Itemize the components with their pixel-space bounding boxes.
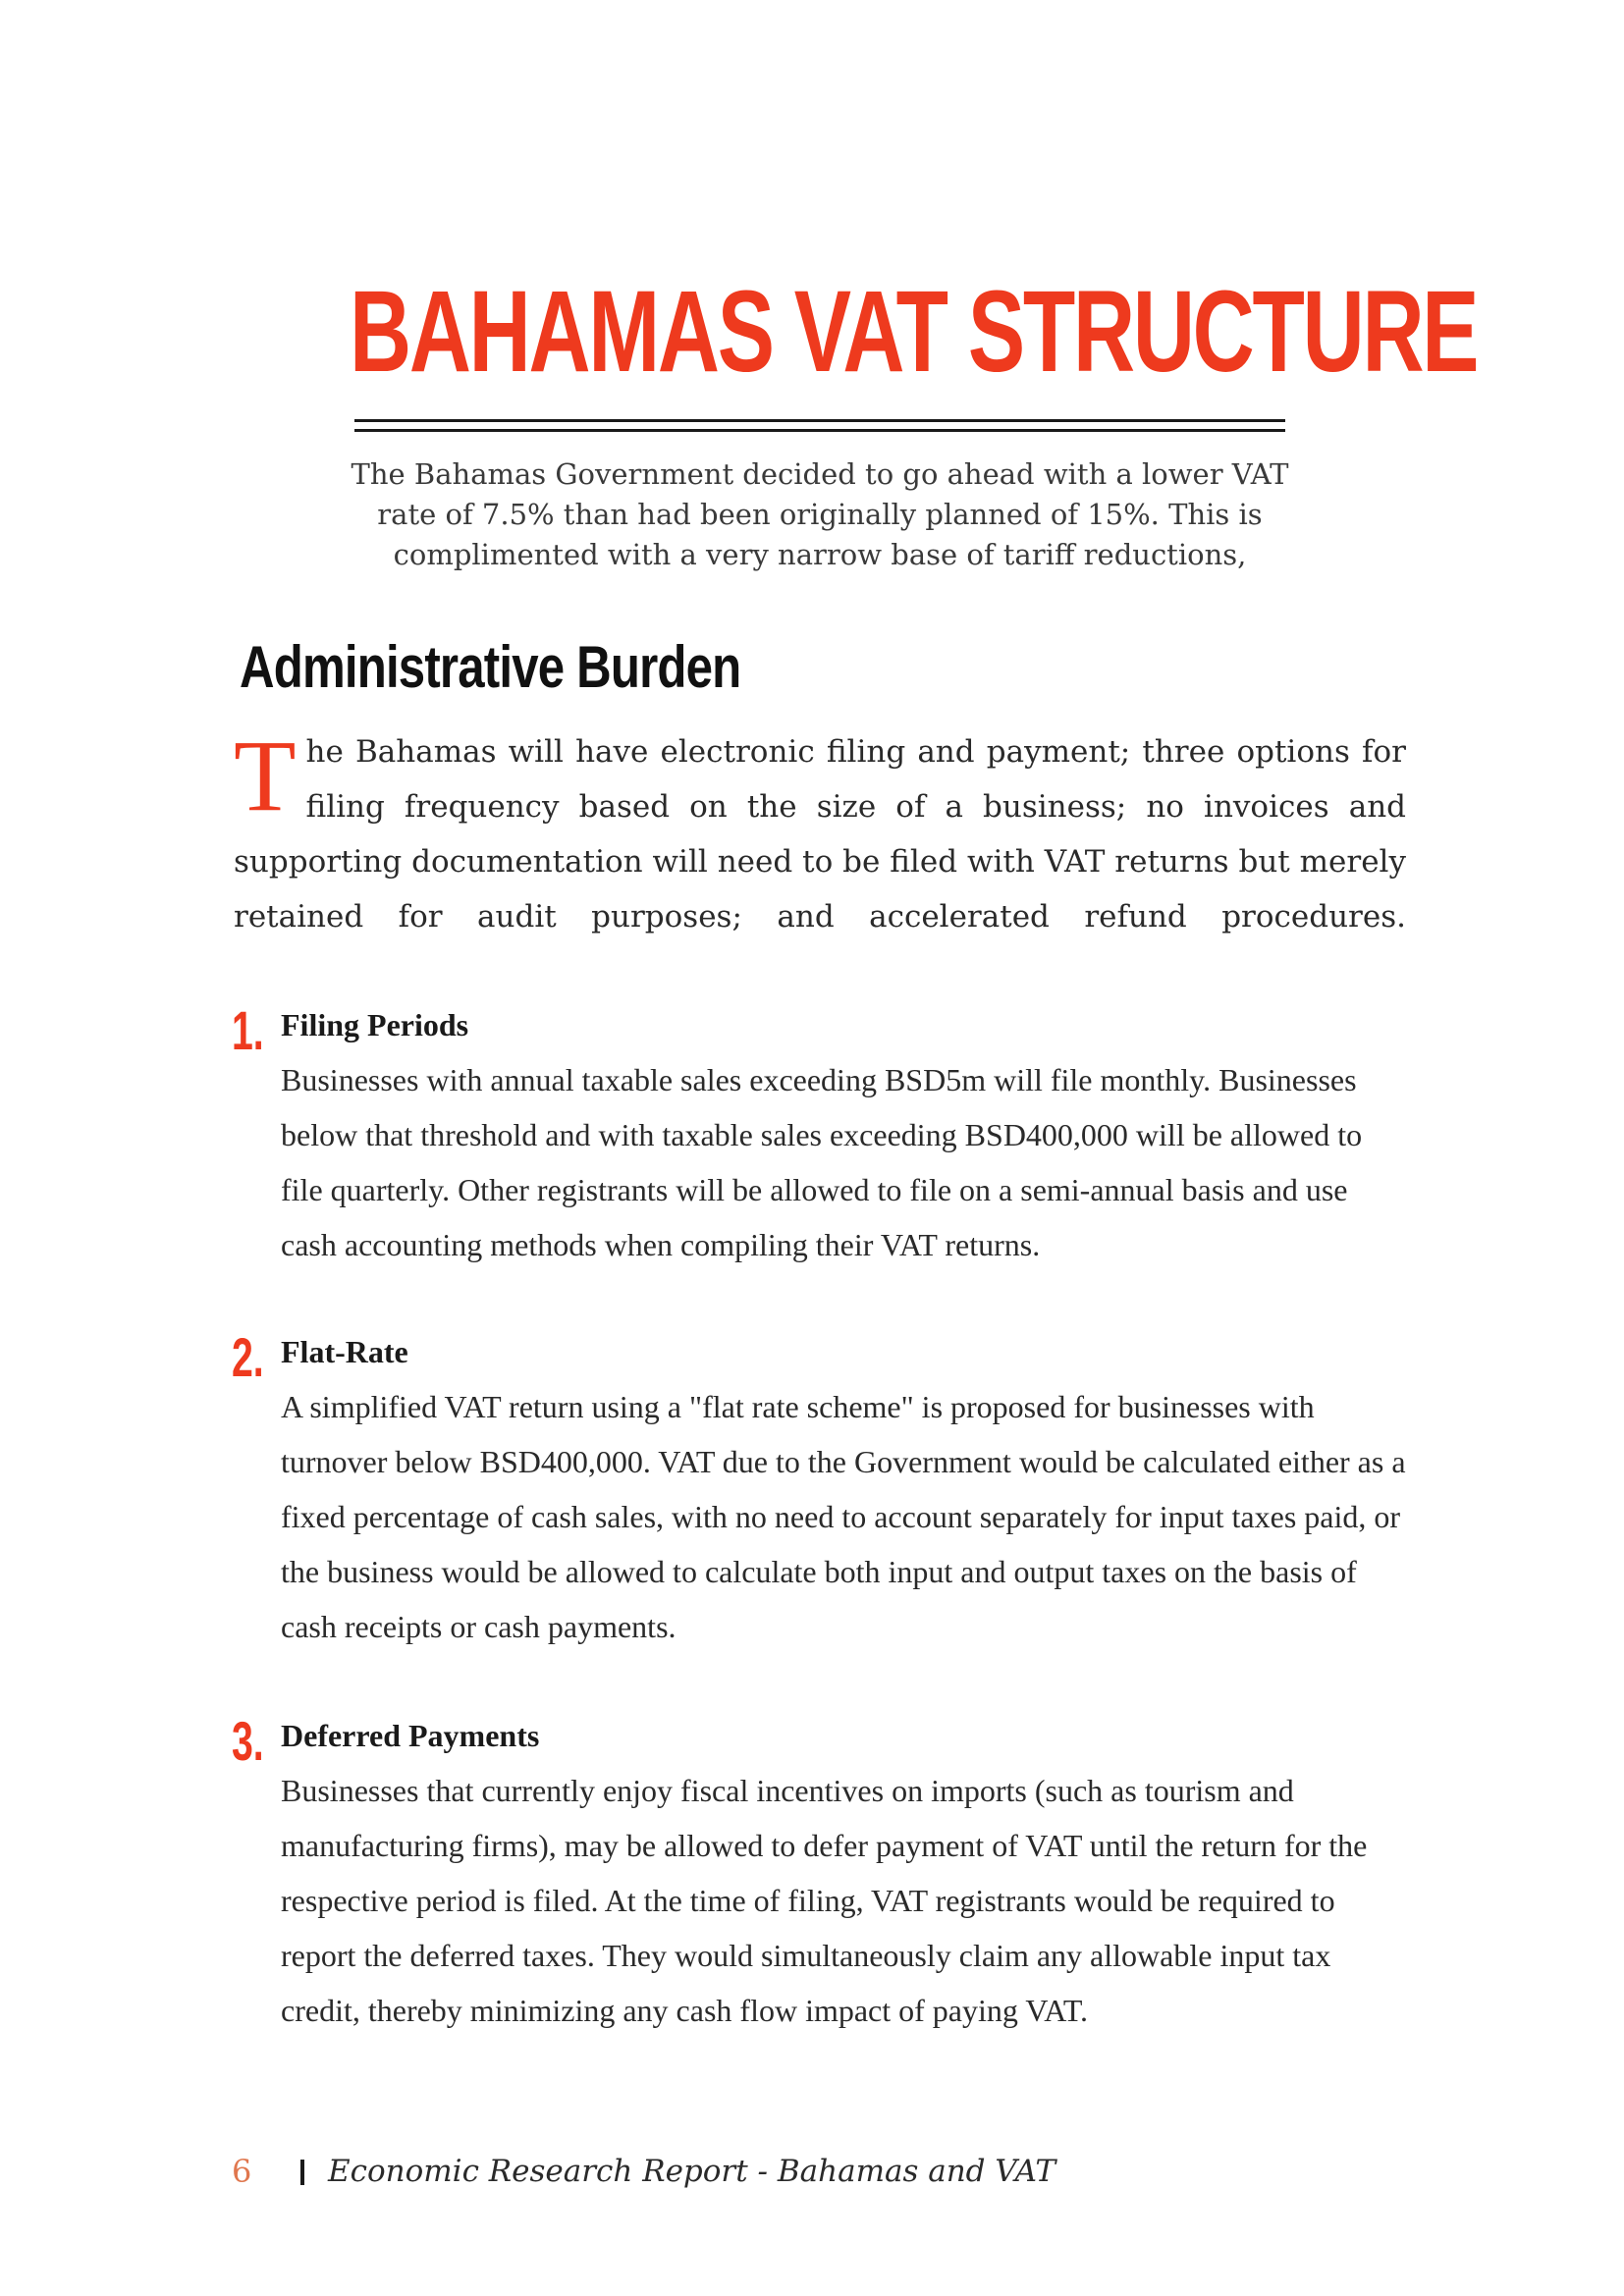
item-title: Deferred Payments <box>281 1718 540 1753</box>
item-title: Filing Periods <box>281 1007 469 1042</box>
page-title: BAHAMAS VAT STRUCTURE <box>350 267 1478 397</box>
running-title: Economic Research Report - Bahamas and VAT <box>328 2154 1056 2189</box>
item-number: 2. <box>232 1326 264 1388</box>
drop-cap: T <box>234 720 297 832</box>
item-body: A simplified VAT return using a "flat rate scheme" is proposed for businesses with turnover below BSD400,000. VAT due to the Government would be calculated either as a fixed percentage of cash sales, with no need to account separately for input taxes paid, or the business would be allowed to calculate both input and output taxes on the basis of cash receipts or cash payments. <box>281 1389 1406 1644</box>
lead-paragraph <box>234 720 1406 944</box>
page-footer <box>232 2148 1115 2197</box>
section-heading: Administrative Burden <box>240 634 741 700</box>
item-title: Flat-Rate <box>281 1334 408 1369</box>
footer-divider <box>300 2160 304 2185</box>
item-number: 3. <box>232 1710 264 1772</box>
title-rule-top <box>354 419 1285 422</box>
item-number: 1. <box>232 999 264 1061</box>
item-body: Businesses with annual taxable sales exceeding BSD5m will file monthly. Businesses below that threshold and with taxable sales exceeding BSD400,000 will be allowed to file quarterly. Other registrants will be allowed to file on a semi-annual basis and use cash accounting methods when compiling their VAT returns. <box>281 1062 1363 1262</box>
item-body: Businesses that currently enjoy fiscal incentives on imports (such as tourism and manufacturing firms), may be allowed to defer payment of VAT until the return for the respective period is filed. At the time of filing, VAT registrants would be required to report the deferred taxes. They would simultaneously claim any allowable input tax credit, thereby minimizing any cash flow impact of paying VAT. <box>281 1773 1368 2028</box>
lead-text: he Bahamas will have electronic filing and payment; three options for filing frequency based on the size of a business; no invoices and supporting documentation will need to be filed with VAT returns but merely retained for audit purposes; and accelerated refund procedures. <box>234 734 1406 934</box>
title-rule-bottom <box>354 429 1285 432</box>
intro-paragraph: The Bahamas Government decided to go ahead with a lower VAT rate of 7.5% than had been originally planned of 15%. This is complimented with a very narrow base of tariff reductions, <box>351 457 1289 571</box>
page-number: 6 <box>232 2153 252 2190</box>
